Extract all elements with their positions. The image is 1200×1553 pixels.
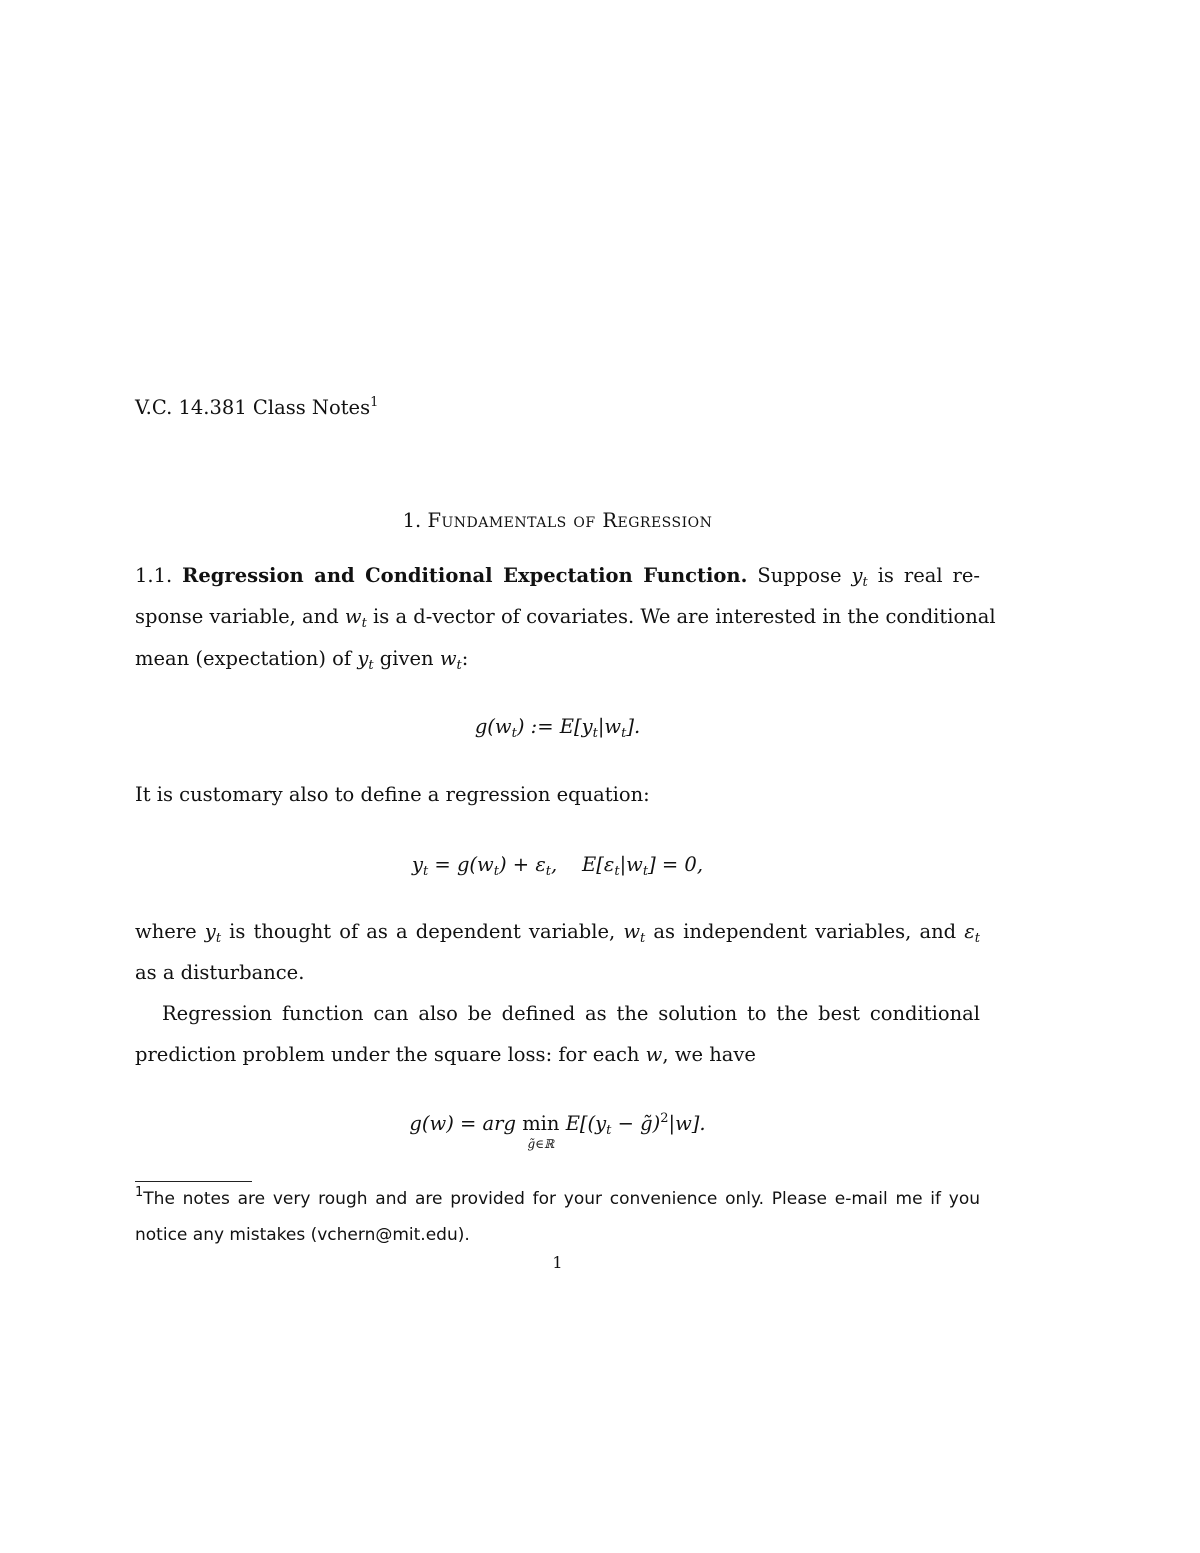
notes-title [135,395,980,421]
footnote-line-1 [135,1185,980,1210]
math-y: y [357,647,369,670]
math-run: ) := E[y [516,715,593,738]
math-run: − g̃) [611,1112,661,1135]
math-sub: t [606,1123,612,1138]
math-epsilon: ε [964,920,975,943]
math-sub: t [511,726,517,741]
notes-title-text: V.C. 14.381 Class Notes [135,396,371,419]
math-sub: t [592,726,598,741]
math-sub: t [361,616,367,631]
math-subscript-set: g̃∈ℝ [527,1137,555,1151]
math-run: g(w [474,715,512,738]
math-run: |w [597,715,622,738]
footnote-marker: 1 [370,395,379,410]
argmin-operator [522,1111,560,1151]
math-sub: t [862,575,868,590]
footnote-mark: 1 [135,1185,144,1200]
text-run: given [379,647,434,670]
math-y: y [851,564,863,587]
math-sub: t [614,864,620,879]
math-run: |w]. [668,1112,706,1135]
page-number [135,1250,980,1276]
math-sub: t [545,864,552,879]
math-run: ] = 0, [648,853,704,876]
math-run: y [411,853,423,876]
math-sub: t [621,726,627,741]
text-run: , we have [662,1043,756,1066]
subsection-title: Regression and Conditional Expectation Function. [182,564,748,587]
text-run: is a d-vector of covariates. We are interested in the conditional [373,605,996,628]
math-w: w [645,1043,663,1066]
equation-cef [135,714,980,740]
text-run: as a disturbance. [135,961,305,984]
body-line-4 [135,782,980,808]
section-title: Fundamentals of Regression [427,509,713,532]
math-sub: t [974,931,980,946]
math-sup: 2 [660,1111,669,1126]
body-line-7 [162,1001,980,1027]
math-sub: t [642,864,649,879]
math-run: g(w) = arg [409,1112,516,1135]
math-run: , E[ε [551,853,615,876]
math-y: y [204,920,216,943]
math-run: min [522,1112,560,1135]
section-heading [135,508,980,534]
footnote-text: notice any mistakes (vchern@mit.edu). [135,1225,470,1245]
math-sub: t [640,931,646,946]
footnote-rule [135,1181,252,1182]
math-run: ]. [626,715,641,738]
math-w: w [344,605,362,628]
footnote-line-2 [135,1224,980,1246]
math-run: E[(y [565,1112,607,1135]
math-sub: t [422,864,429,879]
body-line-3: mean (expectation) of $y_t$ given $w_t$: [135,647,469,673]
text-run: where [135,920,197,943]
body-line-2 [135,604,996,631]
text-run: sponse variable, and [135,605,339,628]
math-w: w [439,647,457,670]
text-run: It is customary also to define a regression equation: [135,783,650,806]
subsection-number: 1.1. [135,564,173,587]
body-line-6 [135,960,980,986]
text-run: is real re- [877,564,980,587]
footnote-text: The notes are very rough and are provided for your convenience only. Please e-mail me if you [143,1189,980,1209]
math-sub: t [368,658,374,673]
body-line-8 [135,1042,980,1068]
math-sub: t [493,864,499,879]
equation-regression [135,852,980,878]
body-line-5 [135,919,980,945]
page-number-text: 1 [552,1253,563,1272]
math-w: w [623,920,641,943]
text-run: as independent variables, and [653,920,957,943]
text-run: Regression function can also be defined as the solution to the best conditional [162,1002,980,1025]
body-line-1 [135,563,980,589]
text-run: prediction problem under the square loss: for each [135,1043,640,1066]
math-run: ) + ε [498,853,546,876]
math-sub: t [215,931,222,946]
math-run: |w [619,853,643,876]
equation-argmin [135,1111,980,1151]
text-run: is thought of as a dependent variable, [229,920,616,943]
math-sub: t [456,658,462,673]
section-number: 1. [402,509,422,532]
text-run: mean (expectation) of [135,647,352,670]
text-run: Suppose [757,564,842,587]
math-run: = g(w [428,853,494,876]
